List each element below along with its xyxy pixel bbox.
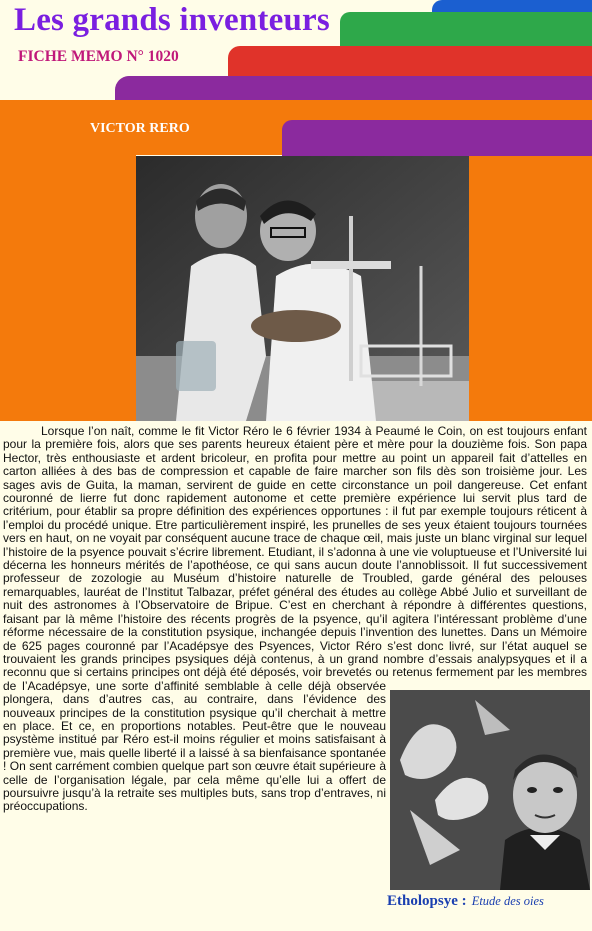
photo-caption [387,890,544,910]
orange-left-band [0,100,136,421]
side-photo [390,690,590,890]
article-paragraph: Lorsque l’on naît, comme le fit Victor Réro le 6 février 1934 à Peaumé le Coin, on est toujours enfant pour la première fois, alors que ses parents heureux étaient père et mère pour la douzième fois. Son papa Hector, très enthousiaste et ardent bricoleur, en profita pour mettre au point un appareil fait d’attelles en carton alliées à des bas de compression et capable de faire marcher son fils dès son troisième jour. Les sages avis de Guita, la maman, servirent de guide en cette circonstance un poil dangereuse. Cet enfant couronné de lierre fut donc rapidement autonome et cette première expérience lui servit plus tard de critérium, pour établir sa propre définition des expériences opportunes : il fut par exemple toujours réticent à l’emploi du procédé unique. Etre particulièrement inspiré, les prunelles de ses yeux étaient toujours tournées vers en haut, on ne voyait par conséquent aucune trace de chaque œil, mais juste un blanc virginal sur lequel l’histoire de la psyence pouvait s’écrire librement. Etudiant, il s’adonna à une vie voluptueuse et l’Université lui décerna les honneurs mérités de l’apothéose, ce qui sans aucun doute l’annoblissoit. Il fut successivement professeur de zozologie au Muséum d’histoire naturelle de Troubled, garde général des pelouses remarquables, lauréat de l’Institut Talbazar, préfet général des études au collège Abbé Julio et surveillant de nuit des astronomes à l’Observatoire de Bripue. C’est en cherchant à répondre à différentes questions, faisant par là même l’histoire des récents progrès de la psyence, qu’il agitera l’intéressant problème d’une réforme nécessaire de la constitution psysique, inchangée depuis l’invention des lunettes. Dans un Mémoire de 625 pages couronné par l’Acadépsye des Psyences, Victor Réro s’est donc livré, sur l’état auquel se trouvaient les grands principes psysiques déjà contenus, à un grand nombre d’essais analypsyques et il a reconnu que si certains principes ont déjà été déposés, voir brevetés ou retenus fermement par les membres de l’Acadépsye, une sorte d’affinité semblable à celle déjà observée plongera, dans d’autres cas, au contraire, dans l’évidence des nouveaux principes de la constitution psysique qu’il cherchait à mettre en place. Et ce, en proportions notables. Peut-être que le nouveau psystème institué par Réro est-il moins régulier et moins satisfaisant à première vue, mais quelle liberté il a laissé à sa bienfaisance spontanée ! On sent carrément combien quelque part son œuvre était supérieure à celle de l’organisation légale, par cela même qu’elle lui a offert de poursuivre jusqu’à la retraite ses multiples buts, sans trop d’entraves, ni préoccupations. [3,424,587,814]
purple-right-band [282,120,592,156]
page-title: Les grands inventeurs [14,2,330,38]
main-photo [136,156,469,421]
caption-label: Etholopsye : [387,893,467,909]
fiche-memo-number: FICHE MEMO N° 1020 [18,48,179,65]
inventor-name: VICTOR RERO [90,121,190,136]
caption-text: Etude des oies [471,894,544,908]
float-offset [587,425,588,688]
